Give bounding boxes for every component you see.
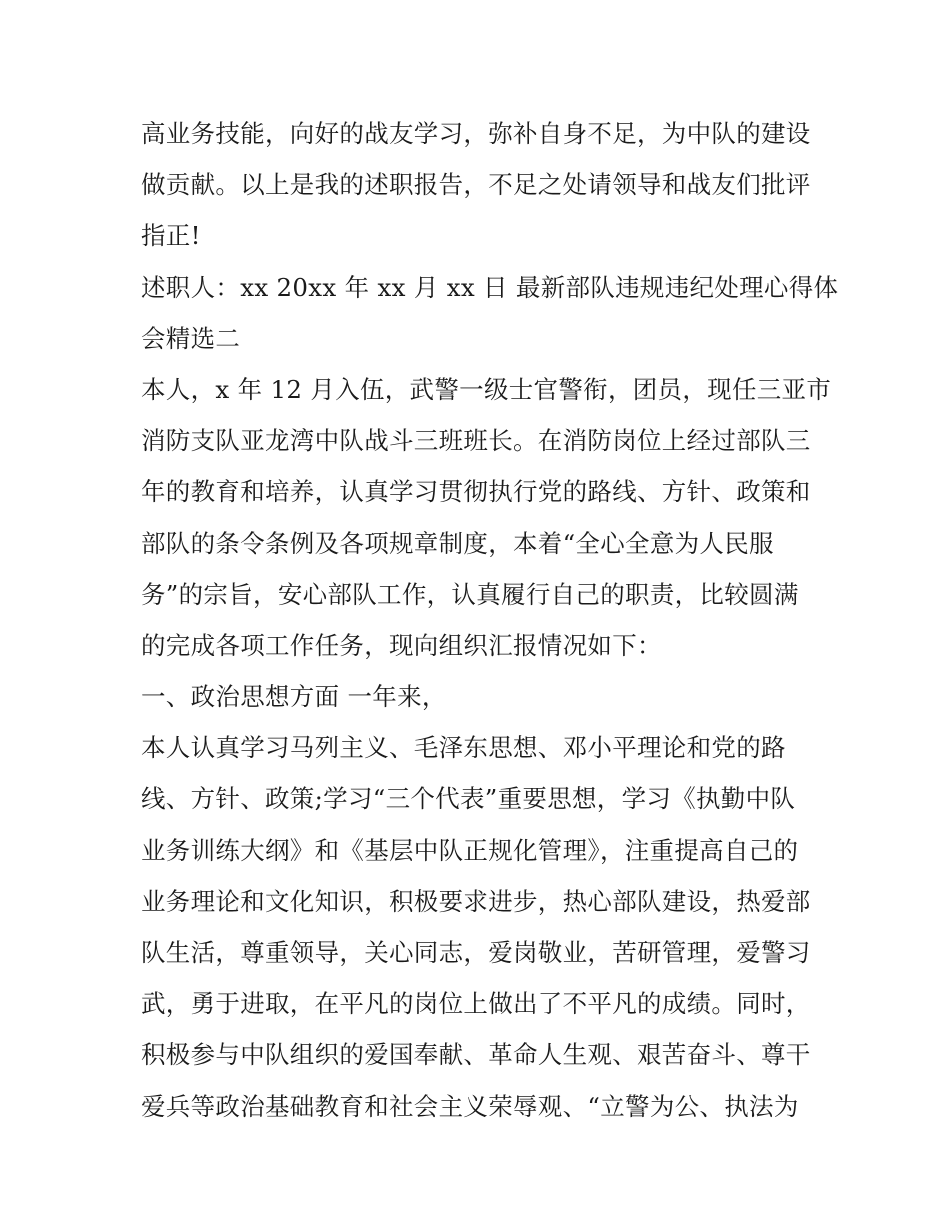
text-line: 队生活，尊重领导，关心同志，爱岗敬业，苦研管理，爱警习	[141, 938, 811, 967]
text-line: 年的教育和培养，认真学习贯彻执行党的路线、方针、政策和	[141, 477, 811, 507]
text-line: 指正!	[141, 221, 201, 251]
text-line: 本人，x 年 12 月入伍，武警一级士官警衔，团员，现任三亚市	[141, 374, 832, 404]
section-heading: 一、政治思想方面 一年来，	[141, 682, 447, 712]
text-line: 做贡献。以上是我的述职报告，不足之处请领导和战友们批评	[141, 170, 811, 200]
text-line: 部队的条令条例及各项规章制度，本着“全心全意为人民服	[141, 528, 774, 558]
text-line: 高业务技能，向好的战友学习，弥补自身不足，为中队的建设	[141, 119, 811, 148]
text-line: 务”的宗旨，安心部队工作，认真履行自己的职责，比较圆满	[141, 579, 799, 609]
text-line: 爱兵等政治基础教育和社会主义荣辱观、“立警为公、执法为	[141, 1091, 799, 1121]
text-line: 会精选二	[141, 323, 241, 353]
text-line: 线、方针、政策;学习“三个代表”重要思想，学习《执勤中队	[141, 784, 796, 814]
text-line: 的完成各项工作任务，现向组织汇报情况如下：	[141, 630, 662, 660]
text-line: 消防支队亚龙湾中队战斗三班班长。在消防岗位上经过部队三	[141, 426, 811, 456]
text-line: 业务理论和文化知识，积极要求进步，热心部队建设，热爱部	[141, 886, 811, 916]
document-body	[141, 108, 839, 1132]
text-line: 武，勇于进取，在平凡的岗位上做出了不平凡的成绩。同时，	[141, 989, 811, 1019]
text-line: 积极参与中队组织的爱国奉献、革命人生观、艰苦奋斗、尊干	[141, 1040, 811, 1070]
text-line: 述职人：xx 20xx 年 xx 月 xx 日 最新部队违规违纪处理心得体	[141, 272, 839, 302]
text-line: 本人认真学习马列主义、毛泽东思想、邓小平理论和党的路	[141, 733, 786, 763]
text-line: 业务训练大纲》和《基层中队正规化管理》，注重提高自己的	[141, 835, 799, 865]
